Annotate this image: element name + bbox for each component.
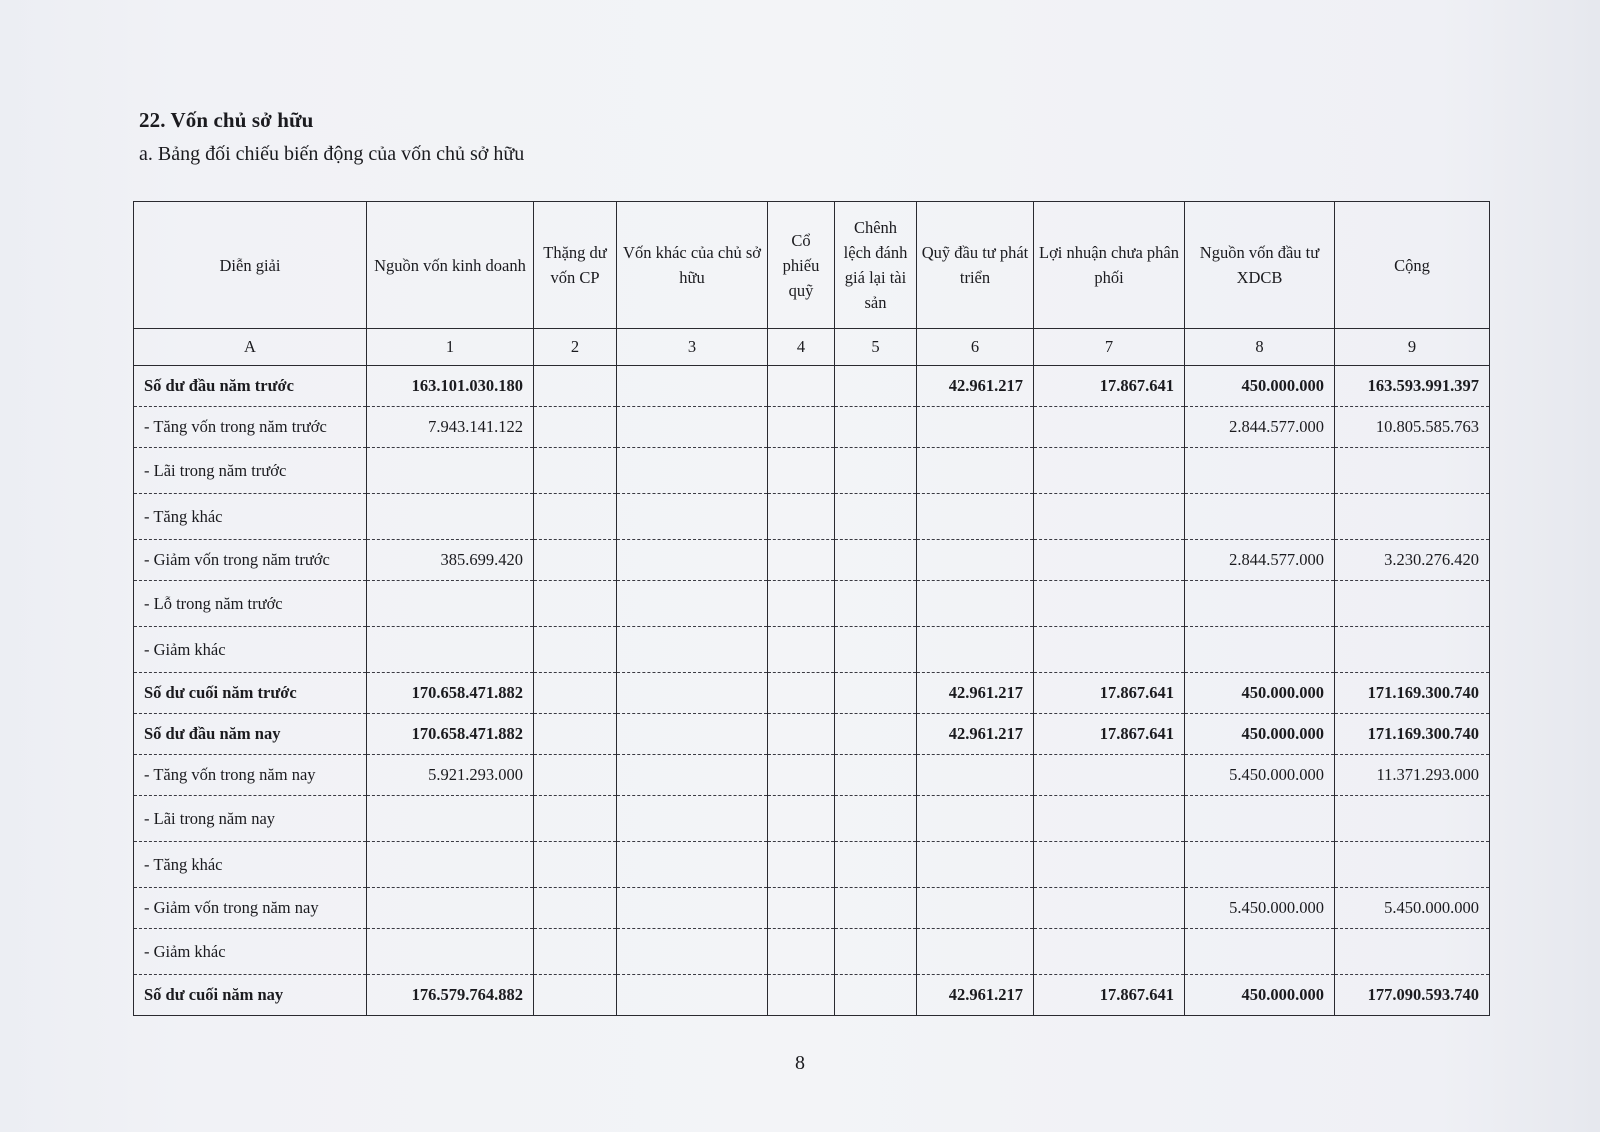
value-cell — [617, 673, 768, 714]
value-cell: 163.101.030.180 — [367, 366, 534, 407]
value-cell — [835, 755, 917, 796]
value-cell — [1034, 842, 1185, 888]
value-cell: 17.867.641 — [1034, 975, 1185, 1016]
value-cell — [367, 796, 534, 842]
header-cell-treasury-shares: Cổ phiếu quỹ — [768, 202, 835, 329]
page-number: 8 — [795, 1052, 805, 1074]
table-row — [134, 494, 1490, 540]
value-cell — [835, 975, 917, 1016]
value-cell: 170.658.471.882 — [367, 714, 534, 755]
value-cell — [534, 627, 617, 673]
header-cell-retained-earnings: Lợi nhuận chưa phân phối — [1034, 202, 1185, 329]
row-label: - Tăng vốn trong năm trước — [134, 407, 367, 448]
value-cell: 17.867.641 — [1034, 366, 1185, 407]
table-row — [134, 366, 1490, 407]
row-label: Số dư cuối năm nay — [134, 975, 367, 1016]
value-cell — [835, 714, 917, 755]
value-cell — [768, 581, 835, 627]
column-number-cell: 2 — [534, 329, 617, 366]
value-cell — [367, 627, 534, 673]
value-cell — [617, 929, 768, 975]
value-cell — [534, 714, 617, 755]
value-cell — [768, 540, 835, 581]
value-cell — [534, 407, 617, 448]
value-cell: 10.805.585.763 — [1335, 407, 1490, 448]
value-cell — [835, 366, 917, 407]
value-cell — [835, 494, 917, 540]
value-cell — [1335, 627, 1490, 673]
column-number-cell: 9 — [1335, 329, 1490, 366]
value-cell: 42.961.217 — [917, 714, 1034, 755]
table-row — [134, 755, 1490, 796]
value-cell — [768, 448, 835, 494]
value-cell — [617, 540, 768, 581]
value-cell: 3.230.276.420 — [1335, 540, 1490, 581]
value-cell — [1034, 540, 1185, 581]
row-label: - Lãi trong năm nay — [134, 796, 367, 842]
header-row — [134, 202, 1490, 329]
equity-reconciliation-table — [133, 201, 1490, 1016]
value-cell — [617, 448, 768, 494]
value-cell — [835, 448, 917, 494]
value-cell — [534, 581, 617, 627]
value-cell — [835, 929, 917, 975]
value-cell — [617, 755, 768, 796]
value-cell — [1335, 929, 1490, 975]
value-cell — [617, 975, 768, 1016]
value-cell: 5.921.293.000 — [367, 755, 534, 796]
value-cell — [1335, 494, 1490, 540]
value-cell: 5.450.000.000 — [1335, 888, 1490, 929]
value-cell — [367, 494, 534, 540]
value-cell — [768, 714, 835, 755]
value-cell — [617, 581, 768, 627]
value-cell — [768, 888, 835, 929]
value-cell — [534, 975, 617, 1016]
row-label: - Giảm vốn trong năm nay — [134, 888, 367, 929]
value-cell — [1034, 755, 1185, 796]
value-cell — [1034, 796, 1185, 842]
value-cell — [917, 929, 1034, 975]
header-cell-description: Diễn giải — [134, 202, 367, 329]
value-cell — [768, 796, 835, 842]
value-cell — [367, 581, 534, 627]
value-cell — [534, 366, 617, 407]
row-label: - Tăng khác — [134, 494, 367, 540]
value-cell: 450.000.000 — [1185, 714, 1335, 755]
value-cell — [1034, 407, 1185, 448]
row-label: - Lãi trong năm trước — [134, 448, 367, 494]
header-cell-construction-capital: Nguồn vốn đầu tư XDCB — [1185, 202, 1335, 329]
value-cell — [917, 448, 1034, 494]
row-label: Số dư cuối năm trước — [134, 673, 367, 714]
value-cell — [534, 494, 617, 540]
value-cell — [835, 842, 917, 888]
value-cell: 163.593.991.397 — [1335, 366, 1490, 407]
value-cell — [1034, 929, 1185, 975]
value-cell: 450.000.000 — [1185, 975, 1335, 1016]
value-cell — [835, 796, 917, 842]
value-cell: 170.658.471.882 — [367, 673, 534, 714]
row-label: Số dư đầu năm nay — [134, 714, 367, 755]
column-number-cell: 6 — [917, 329, 1034, 366]
value-cell — [534, 888, 617, 929]
value-cell — [768, 673, 835, 714]
value-cell: 11.371.293.000 — [1335, 755, 1490, 796]
value-cell — [835, 581, 917, 627]
value-cell — [534, 796, 617, 842]
value-cell — [835, 540, 917, 581]
header-cell-other-owner-capital: Vốn khác của chủ sở hữu — [617, 202, 768, 329]
value-cell: 385.699.420 — [367, 540, 534, 581]
row-label: - Giảm khác — [134, 929, 367, 975]
column-number-cell: 7 — [1034, 329, 1185, 366]
column-number-cell: A — [134, 329, 367, 366]
table-row — [134, 673, 1490, 714]
value-cell — [917, 842, 1034, 888]
value-cell — [917, 627, 1034, 673]
value-cell: 5.450.000.000 — [1185, 755, 1335, 796]
value-cell — [1185, 448, 1335, 494]
value-cell: 7.943.141.122 — [367, 407, 534, 448]
column-number-cell: 1 — [367, 329, 534, 366]
table-row — [134, 448, 1490, 494]
table-row — [134, 627, 1490, 673]
value-cell — [1185, 929, 1335, 975]
row-label: - Giảm vốn trong năm trước — [134, 540, 367, 581]
value-cell: 2.844.577.000 — [1185, 407, 1335, 448]
column-number-cell: 5 — [835, 329, 917, 366]
column-number-cell: 4 — [768, 329, 835, 366]
table-row — [134, 796, 1490, 842]
row-label: - Lỗ trong năm trước — [134, 581, 367, 627]
value-cell — [1185, 627, 1335, 673]
value-cell — [1034, 581, 1185, 627]
value-cell — [534, 755, 617, 796]
value-cell — [768, 366, 835, 407]
value-cell: 450.000.000 — [1185, 366, 1335, 407]
value-cell: 176.579.764.882 — [367, 975, 534, 1016]
table-row — [134, 714, 1490, 755]
header-cell-business-capital: Nguồn vốn kinh doanh — [367, 202, 534, 329]
value-cell — [768, 627, 835, 673]
value-cell — [1185, 842, 1335, 888]
value-cell — [367, 448, 534, 494]
value-cell — [917, 581, 1034, 627]
value-cell — [534, 448, 617, 494]
value-cell: 2.844.577.000 — [1185, 540, 1335, 581]
value-cell: 42.961.217 — [917, 673, 1034, 714]
table-row — [134, 888, 1490, 929]
value-cell — [617, 796, 768, 842]
row-label: - Tăng khác — [134, 842, 367, 888]
value-cell — [917, 755, 1034, 796]
table-row — [134, 407, 1490, 448]
value-cell: 171.169.300.740 — [1335, 714, 1490, 755]
value-cell — [917, 494, 1034, 540]
value-cell — [367, 842, 534, 888]
value-cell — [617, 627, 768, 673]
value-cell — [917, 888, 1034, 929]
value-cell — [617, 366, 768, 407]
value-cell — [617, 842, 768, 888]
value-cell — [768, 494, 835, 540]
table-row — [134, 929, 1490, 975]
value-cell — [617, 888, 768, 929]
column-number-cell: 3 — [617, 329, 768, 366]
value-cell — [917, 407, 1034, 448]
value-cell: 42.961.217 — [917, 366, 1034, 407]
value-cell — [835, 407, 917, 448]
value-cell — [534, 842, 617, 888]
table-row — [134, 975, 1490, 1016]
header-cell-development-fund: Quỹ đầu tư phát triển — [917, 202, 1034, 329]
value-cell — [534, 540, 617, 581]
value-cell — [1335, 796, 1490, 842]
value-cell — [835, 627, 917, 673]
row-label: Số dư đầu năm trước — [134, 366, 367, 407]
header-cell-revaluation-difference: Chênh lệch đánh giá lại tài sản — [835, 202, 917, 329]
row-label: - Tăng vốn trong năm nay — [134, 755, 367, 796]
value-cell — [1034, 888, 1185, 929]
value-cell — [1335, 581, 1490, 627]
value-cell — [768, 755, 835, 796]
value-cell — [534, 929, 617, 975]
value-cell — [617, 714, 768, 755]
value-cell — [617, 494, 768, 540]
column-number-cell: 8 — [1185, 329, 1335, 366]
value-cell — [835, 673, 917, 714]
value-cell: 171.169.300.740 — [1335, 673, 1490, 714]
value-cell — [1185, 494, 1335, 540]
value-cell — [534, 673, 617, 714]
value-cell — [768, 975, 835, 1016]
value-cell: 177.090.593.740 — [1335, 975, 1490, 1016]
value-cell — [1185, 796, 1335, 842]
header-cell-total: Cộng — [1335, 202, 1490, 329]
value-cell — [768, 842, 835, 888]
table-row — [134, 540, 1490, 581]
value-cell — [768, 407, 835, 448]
value-cell — [1034, 494, 1185, 540]
value-cell: 5.450.000.000 — [1185, 888, 1335, 929]
column-number-row — [134, 329, 1490, 366]
value-cell — [617, 407, 768, 448]
value-cell: 17.867.641 — [1034, 714, 1185, 755]
value-cell — [835, 888, 917, 929]
header-cell-share-premium: Thặng dư vốn CP — [534, 202, 617, 329]
value-cell — [367, 929, 534, 975]
value-cell — [367, 888, 534, 929]
section-subheading: a. Bảng đối chiếu biến động của vốn chủ sở hữu — [139, 143, 525, 165]
table-row — [134, 581, 1490, 627]
value-cell: 17.867.641 — [1034, 673, 1185, 714]
value-cell — [1335, 448, 1490, 494]
value-cell — [1034, 627, 1185, 673]
table-row — [134, 842, 1490, 888]
value-cell: 42.961.217 — [917, 975, 1034, 1016]
value-cell — [1335, 842, 1490, 888]
value-cell — [917, 796, 1034, 842]
row-label: - Giảm khác — [134, 627, 367, 673]
value-cell — [1185, 581, 1335, 627]
value-cell — [1034, 448, 1185, 494]
value-cell: 450.000.000 — [1185, 673, 1335, 714]
value-cell — [917, 540, 1034, 581]
section-heading: 22. Vốn chủ sở hữu — [139, 108, 314, 132]
value-cell — [768, 929, 835, 975]
